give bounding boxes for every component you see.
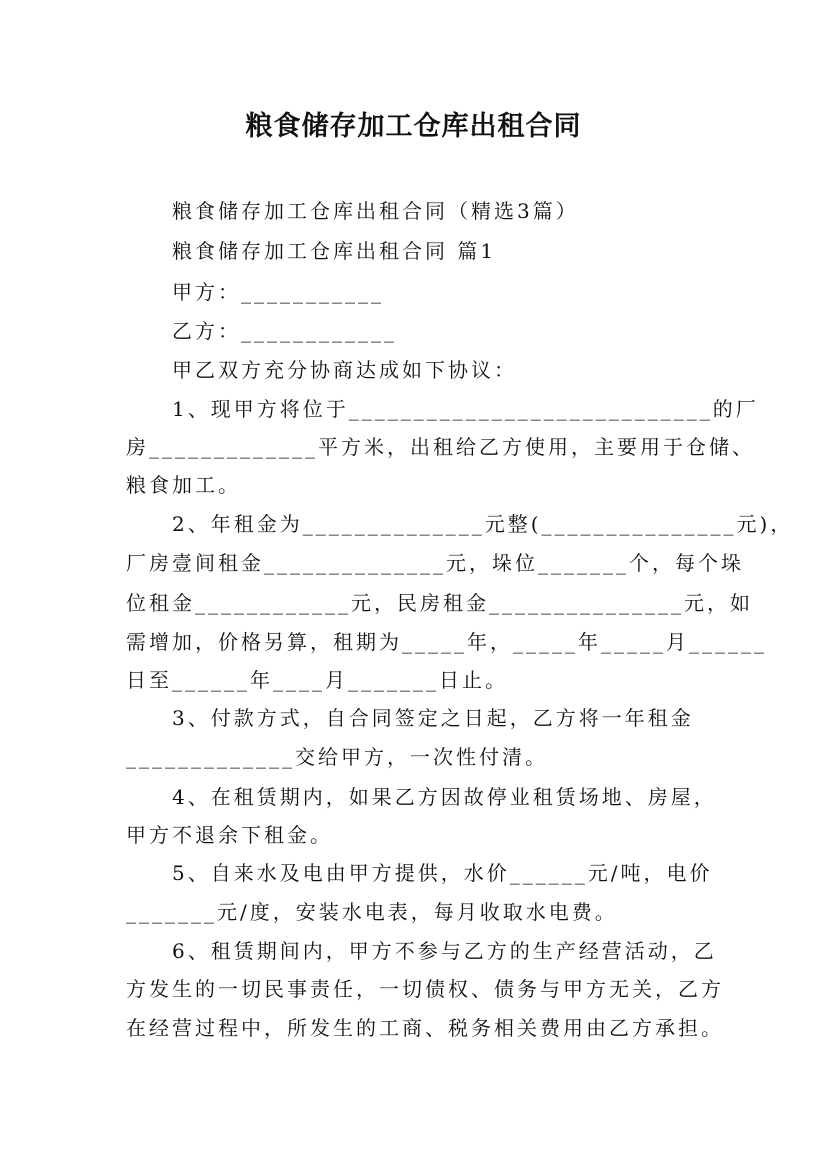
clause-2-line-2: 厂房壹间租金______________元，垛位_______个，每个垛 — [126, 551, 744, 575]
clause-6-line-3: 在经营过程中，所发生的工商、税务相关费用由乙方承担。 — [126, 1016, 724, 1040]
clause-5-line-2: _______元/度，安装水电表，每月收取水电费。 — [126, 900, 618, 924]
party-b-line: 乙方：____________ — [172, 319, 397, 343]
party-a-line: 甲方：___________ — [172, 280, 384, 304]
clause-2-line-3: 位租金____________元，民房租金_______________元，如 — [126, 591, 753, 615]
agreement-intro: 甲乙双方充分协商达成如下协议： — [172, 358, 517, 382]
clause-4-line-1: 4、在租赁期内，如果乙方因故停业租赁场地、房屋， — [172, 785, 717, 809]
document-title: 粮食储存加工仓库出租合同 — [245, 111, 582, 142]
section-heading: 粮食储存加工仓库出租合同 篇1 — [172, 239, 497, 263]
clause-5-line-1: 5、自来水及电由甲方提供，水价______元/吨，电价 — [172, 861, 713, 885]
clause-6-line-1: 6、租赁期间内，甲方不参与乙方的生产经营活动，乙 — [172, 939, 717, 963]
clause-3-line-1: 3、付款方式，自合同签定之日起，乙方将一年租金 — [172, 706, 694, 730]
clause-1-line-3: 粮食加工。 — [126, 473, 241, 497]
clause-2-line-4: 需增加，价格另算，租期为_____年，_____年_____月______ — [126, 630, 767, 654]
clause-2-line-5: 日至______年____月_______日止。 — [126, 668, 508, 692]
subtitle-line: 粮食储存加工仓库出租合同（精选3篇） — [172, 199, 579, 223]
clause-2-line-1: 2、年租金为______________元整(_______________元)， — [172, 512, 794, 536]
clause-1-line-1: 1、现甲方将位于____________________________的厂 — [172, 397, 759, 421]
clause-4-line-2: 甲方不退余下租金。 — [126, 823, 333, 847]
clause-3-line-2: _____________交给甲方，一次性付清。 — [126, 745, 548, 769]
clause-1-line-2: 房_____________平方米，出租给乙方使用，主要用于仓储、 — [126, 435, 755, 459]
clause-6-line-2: 方发生的一切民事责任，一切债权、债务与甲方无关，乙方 — [126, 977, 724, 1001]
